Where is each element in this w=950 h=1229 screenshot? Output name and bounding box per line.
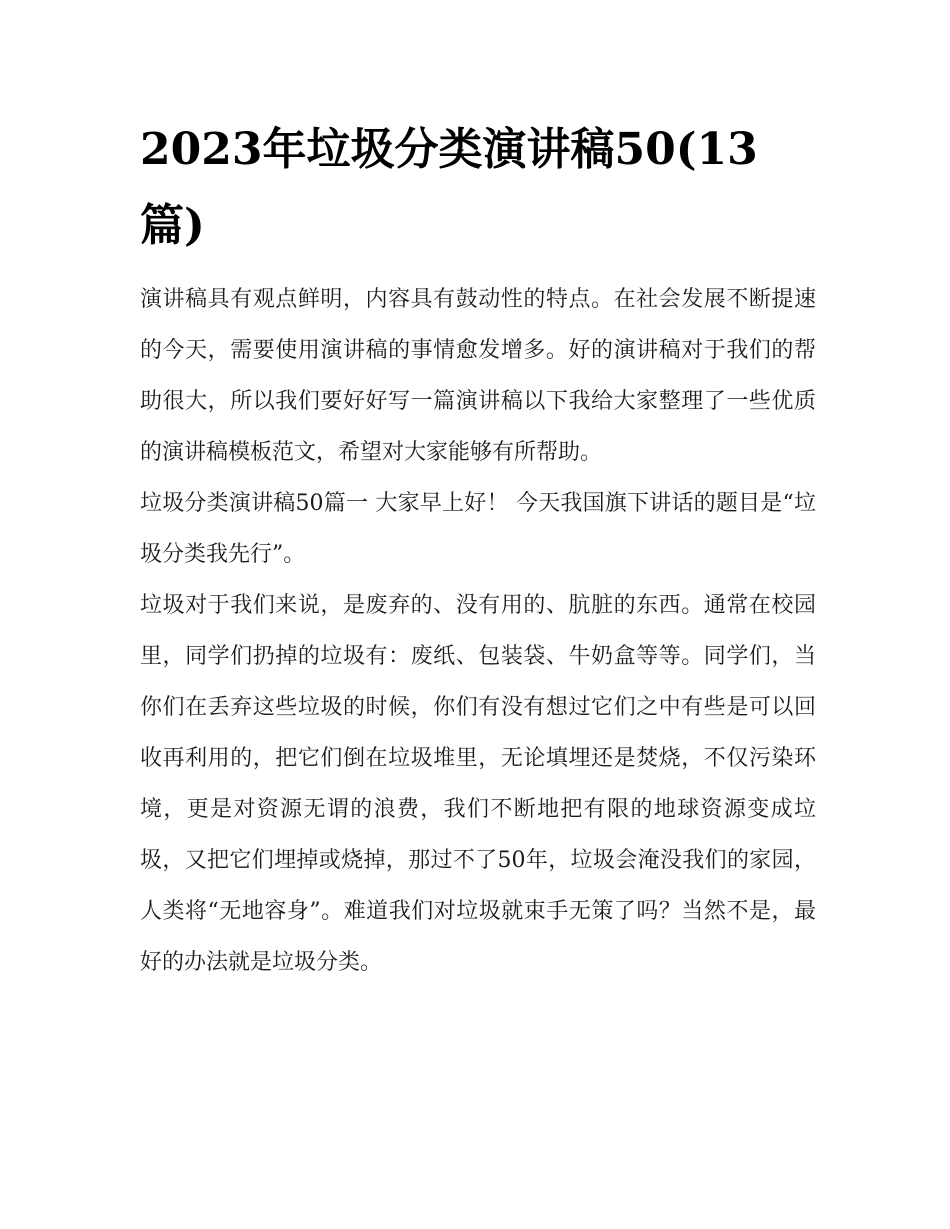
document-body	[140, 274, 816, 988]
paragraph-speech-body: 垃圾对于我们来说，是废弃的、没有用的、肮脏的东西。通常在校园里，同学们扔掉的垃圾有：废纸、包装袋、牛奶盒等等。同学们，当你们在丢弃这些垃圾的时候，你们有没有想过它们之中有些是可以回收再利用的，把它们倒在垃圾堆里，无论填埋还是焚烧，不仅污染环境，更是对资源无谓的浪费，我们不断地把有限的地球资源变成垃圾，又把它们埋掉或烧掉，那过不了50年，垃圾会淹没我们的家园，人类将“无地容身”。难道我们对垃圾就束手无策了吗？当然不是，最好的办法就是垃圾分类。	[140, 593, 816, 975]
paragraph-speech-opening: 垃圾分类演讲稿50篇一 大家早上好！ 今天我国旗下讲话的题目是“垃圾分类我先行”。	[140, 491, 816, 567]
paragraph-intro: 演讲稿具有观点鲜明，内容具有鼓动性的特点。在社会发展不断提速的今天，需要使用演讲稿的事情愈发增多。好的演讲稿对于我们的帮助很大，所以我们要好好写一篇演讲稿以下我给大家整理了一些优质的演讲稿模板范文，希望对大家能够有所帮助。	[140, 287, 816, 465]
document-title: 2023年垃圾分类演讲稿50(13篇)	[140, 124, 758, 251]
